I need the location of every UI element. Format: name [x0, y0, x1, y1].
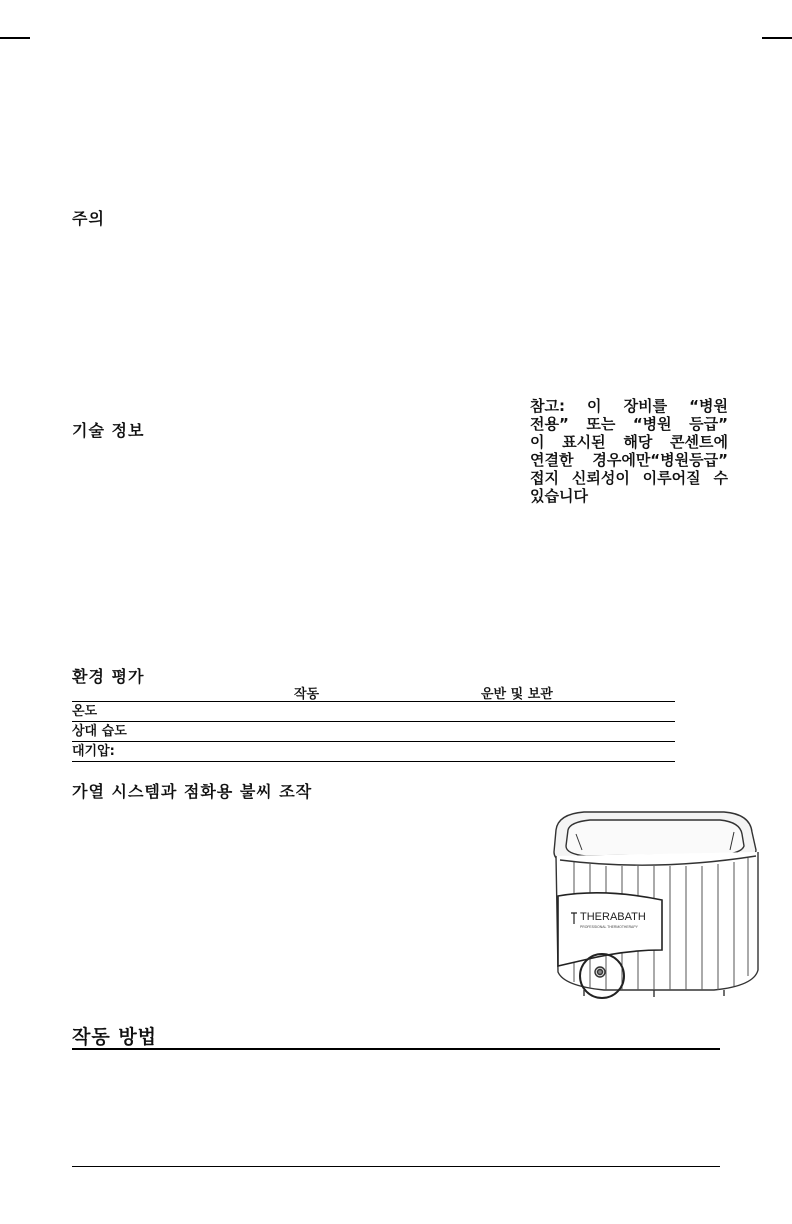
hospital-grade-note: [530, 397, 728, 505]
crop-mark-left: [0, 37, 30, 39]
environment-table: [72, 682, 675, 762]
technical-info-heading: 기술 정보: [72, 421, 145, 440]
brand-logo-text: THERABATH: [580, 911, 646, 923]
row-label-pressure: 대기압:: [72, 744, 115, 759]
operation-heading-rule: [72, 1048, 720, 1050]
column-operation: 작동: [294, 687, 320, 702]
row-label-humidity: 상대 습도: [72, 724, 127, 739]
footer-rule: [72, 1166, 720, 1167]
environment-heading: 환경 평가: [72, 667, 145, 686]
note-line: 접지 신뢰성이 이루어질 수: [530, 469, 728, 487]
table-row: [72, 722, 675, 742]
table-row: [72, 702, 675, 722]
note-line: 이 표시된 해당 콘센트에: [530, 433, 728, 451]
note-line: 있습니다: [530, 487, 588, 505]
heating-system-heading: 가열 시스템과 점화용 불씨 조작: [72, 782, 313, 801]
operation-heading: 작동 방법: [72, 1026, 158, 1048]
therabath-unit-illustration: [544, 800, 766, 1005]
caution-heading: 주의: [72, 209, 105, 228]
environment-table-header: [72, 682, 675, 702]
crop-mark-right: [762, 37, 792, 39]
table-row: [72, 742, 675, 762]
brand-tagline: PROFESSIONAL THERMOTHERAPY: [580, 925, 638, 929]
note-line: 전용” 또는 “병원 등급”: [530, 415, 728, 433]
column-transport-storage: 운반 및 보관: [481, 687, 553, 702]
note-line: 연결한 경우에만“병원등급”: [530, 451, 728, 469]
note-line: 참고: 이 장비를 “병원: [530, 397, 728, 415]
row-label-temperature: 온도: [72, 704, 98, 719]
